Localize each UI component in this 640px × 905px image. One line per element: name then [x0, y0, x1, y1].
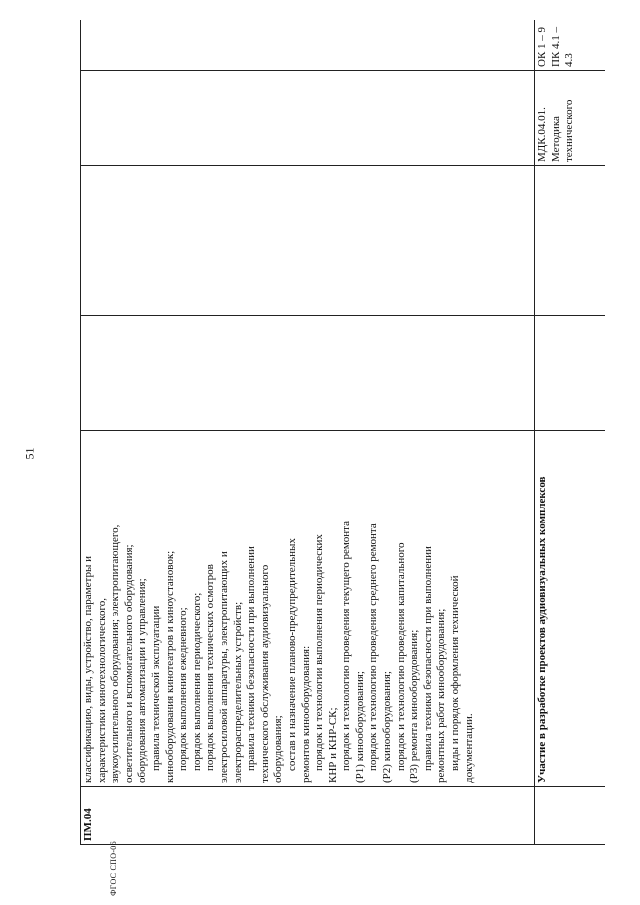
knowledge-line: кинооборудования кинотеатров и киноустановок; [163, 550, 176, 783]
knowledge-line: порядок выполнения ежедневного; [177, 607, 190, 771]
module-code: ПМ.04 [82, 808, 94, 841]
knowledge-line: состав и назначение планово-предупредительных [285, 538, 298, 771]
table-row-knowledge [81, 20, 535, 845]
competencies-cell [535, 20, 606, 71]
project-title-cell [535, 431, 606, 787]
footer [106, 840, 120, 896]
knowledge-line: оборудования автоматизации и управления; [136, 578, 149, 783]
knowledge-line: звукоусилительного оборудования; электропитающего, [109, 524, 122, 783]
knowledge-line: осветительного и вспомогательного оборудования; [122, 544, 135, 783]
empty-cell-hours [81, 316, 535, 431]
empty-cell-competencies [81, 20, 535, 71]
knowledge-line: (Р2) кинооборудования; [381, 671, 394, 783]
knowledge-line: порядок выполнения периодического; [190, 592, 203, 771]
competencies-pk: ПК 4.1 – 4.3 [549, 26, 576, 67]
empty-cell-mdk [81, 71, 535, 166]
knowledge-line: правила техники безопасности при выполнении [245, 546, 258, 771]
empty-cell-code [535, 787, 606, 845]
page-number [22, 441, 38, 465]
empty-cell-obligatory-2 [535, 166, 606, 316]
empty-cell-obligatory [81, 166, 535, 316]
project-title: Участие в разработке проектов аудиовизуальных комплексов [536, 476, 548, 783]
knowledge-line: электрораспределительных устройств; [231, 601, 244, 783]
knowledge-line: характеристики кинотехнологического, [95, 598, 108, 783]
knowledge-list [82, 434, 476, 783]
knowledge-line: (Р3) ремонта кинооборудования; [408, 629, 421, 783]
knowledge-line: электросиловой аппаратуры, электропитающих и [217, 551, 230, 783]
knowledge-line: ремонтов кинооборудования: [299, 645, 312, 783]
knowledge-line: (Р1) кинооборудования; [353, 671, 366, 783]
knowledge-line: порядок и технологии выполнения периодических [313, 534, 326, 771]
knowledge-line: правила технической эксплуатации [149, 605, 162, 771]
module-code-cell [81, 787, 535, 845]
mdk-text: МДК.04.01. Методика технического [536, 99, 576, 162]
knowledge-line: технического обслуживания аудиовизуального [258, 564, 271, 783]
knowledge-line: порядок и технологию проведения среднего ремонта [367, 523, 380, 771]
curriculum-table [80, 20, 605, 845]
knowledge-line: виды и порядок оформления технической [449, 575, 462, 771]
knowledge-line: порядок и технологию проведения текущего ремонта [340, 520, 353, 771]
empty-cell-hours-2 [535, 316, 606, 431]
knowledge-cell [81, 431, 535, 787]
knowledge-line: классификацию, виды, устройство, параметры и [82, 556, 94, 783]
footer-text: ФГОС СПО-06 [108, 840, 118, 896]
table-row-project [535, 20, 606, 845]
competencies-ok: ОК 1 – 9 [536, 26, 548, 67]
knowledge-line: ремонтных работ кинооборудования; [435, 608, 448, 783]
knowledge-line: порядок и технологию проведения капитального [394, 542, 407, 771]
knowledge-line: правила техники безопасности при выполнении [421, 546, 434, 771]
mdk-cell [535, 71, 606, 166]
knowledge-line: КНР и КНР-СК; [326, 707, 339, 783]
table-sheet [80, 20, 605, 845]
knowledge-line: порядок выполнения технических осмотров [204, 564, 217, 771]
page-number-text: 51 [22, 447, 37, 459]
knowledge-line: документации. [462, 713, 475, 783]
knowledge-line: оборудования; [272, 715, 285, 783]
rotated-table-wrapper [80, 20, 605, 845]
